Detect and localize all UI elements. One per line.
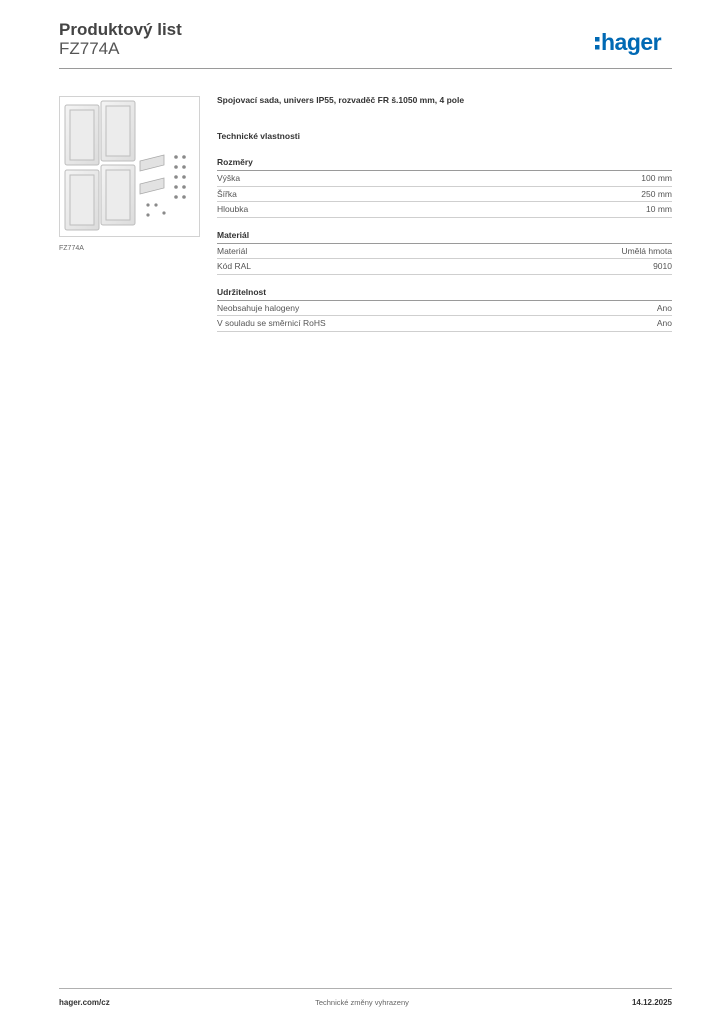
spec-row [217, 259, 672, 275]
product-description: Spojovací sada, univers IP55, rozvaděč FR š.1050 mm, 4 pole [217, 95, 465, 105]
header-divider [59, 68, 672, 69]
section-title: Technické vlastnosti [217, 131, 300, 141]
spec-row [217, 316, 672, 332]
spec-value: 100 mm [641, 173, 672, 183]
image-caption: FZ774A [59, 245, 84, 252]
hager-logo [594, 28, 674, 56]
footer-date: 14.12.2025 [631, 998, 672, 1007]
spec-row [217, 301, 672, 317]
spec-label: Neobsahuje halogeny [217, 302, 300, 313]
spec-value: 9010 [653, 261, 672, 271]
footer-divider [59, 988, 672, 989]
cover-panels [65, 101, 135, 230]
product-details [217, 95, 672, 332]
spec-value: Umělá hmota [621, 245, 672, 256]
group-title: Materiál [217, 228, 672, 244]
group-title: Udržitelnost [217, 285, 672, 301]
product-illustration [60, 97, 199, 236]
logo-text: hager [601, 29, 662, 55]
page-title: Produktový list [59, 20, 182, 39]
spec-label: Výška [217, 173, 241, 183]
spec-label: Hloubka [217, 204, 249, 214]
spec-row [217, 187, 672, 203]
product-image [59, 96, 200, 237]
spec-value: Ano [656, 318, 672, 328]
spec-value: 10 mm [646, 204, 672, 214]
spec-row [217, 244, 672, 260]
footer-website[interactable]: hager.com/cz [59, 998, 110, 1007]
spec-label: Kód RAL [217, 261, 252, 271]
spec-group-dimensions [217, 155, 672, 218]
connector-strips [140, 155, 164, 194]
spec-group-sustainability [217, 285, 672, 332]
spec-row [217, 202, 672, 218]
spec-label: Šířka [217, 188, 237, 199]
footer-notice: Technické změny vyhrazeny [315, 998, 409, 1007]
spec-label: Materiál [217, 245, 248, 256]
spec-group-material [217, 228, 672, 275]
spec-value: Ano [656, 302, 672, 313]
group-title: Rozměry [217, 155, 672, 171]
spec-value: 250 mm [641, 188, 672, 199]
spec-label: V souladu se směrnicí RoHS [217, 318, 326, 328]
product-code: FZ774A [59, 39, 120, 58]
spec-row [217, 171, 672, 187]
